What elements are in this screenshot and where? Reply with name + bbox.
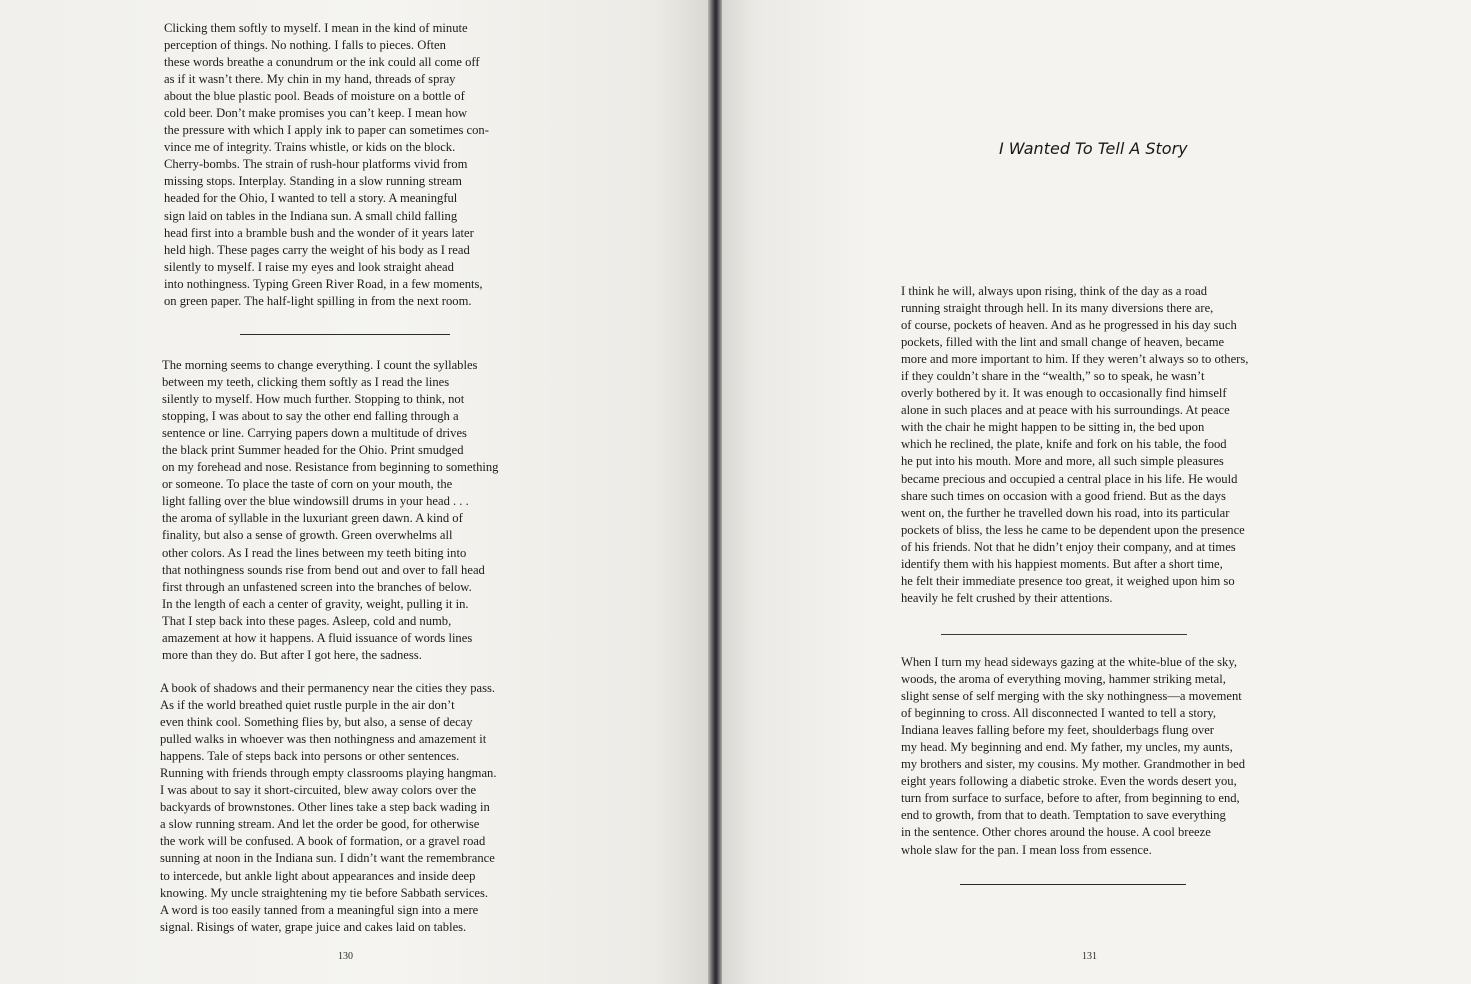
text-line: running straight through hell. In its many diversions there are,	[901, 301, 1214, 316]
text-line: pockets of bliss, the less he came to be dependent upon the presence	[901, 522, 1245, 537]
text-line: I was about to say it short-circuited, blew away colors over the	[160, 783, 477, 798]
text-line: headed for the Ohio, I wanted to tell a story. A meaningful	[164, 191, 458, 206]
text-line: I think he will, always upon rising, think of the day as a road	[901, 284, 1208, 298]
text-line: about the blue plastic pool. Beads of moisture on a bottle of	[164, 89, 465, 104]
text-line: a slow running stream. And let the order be good, for otherwise	[160, 817, 480, 832]
text-line: that nothingness sounds rise from bend out and over to fall head	[162, 562, 485, 577]
text-line: he felt their immediate presence too great, it weighed upon him so	[901, 573, 1235, 588]
page-number-right: 131	[1082, 951, 1097, 962]
text-line: amazement at how it happens. A fluid issuance of words lines	[162, 630, 473, 645]
text-line: silently to myself. I raise my eyes and look straight ahead	[164, 259, 454, 274]
text-line: to intercede, but ankle light about appearances and inside deep	[160, 868, 476, 883]
text-line: Running with friends through empty classrooms playing hangman.	[160, 766, 497, 781]
text-line: end to growth, from that to death. Temptation to save everything	[901, 808, 1226, 823]
text-line: even think cool. Something flies by, but also, a sense of decay	[160, 715, 473, 730]
text-line: finality, but also a sense of growth. Green overwhelms all	[162, 528, 453, 543]
text-line: the work will be confused. A book of formation, or a gravel road	[160, 834, 486, 849]
text-line: he put into his mouth. More and more, all such simple pleasures	[901, 454, 1224, 469]
text-line: as if it wasn’t there. My chin in my hand, threads of spray	[164, 72, 456, 87]
text-line: signal. Risings of water, grape juice and cakes laid on tables.	[160, 919, 467, 934]
left-paragraph-2	[162, 357, 498, 664]
text-line: woods, the aroma of everything moving, hammer striking metal,	[901, 672, 1226, 687]
text-line: Indiana leaves falling before my feet, shoulderbags flung over	[901, 723, 1214, 738]
text-line: these words breathe a conundrum or the ink could all come off	[164, 55, 480, 70]
text-line: sign laid on tables in the Indiana sun. A small child falling	[164, 208, 458, 223]
right-page	[719, 0, 1471, 984]
text-line: stopping, I was about to say the other end falling through a	[162, 409, 459, 424]
text-line: head first into a bramble bush and the wonder of it years later	[164, 225, 474, 240]
right-paragraph-2	[901, 654, 1245, 859]
left-page	[0, 0, 712, 984]
section-divider	[240, 334, 450, 335]
text-line: with the chair he might happen to be sitting in, the bed upon	[901, 420, 1205, 435]
text-line: if they couldn’t share in the “wealth,” so to speak, he wasn’t	[901, 369, 1205, 384]
text-line: first through an unfastened screen into the branches of below.	[162, 579, 472, 594]
text-line: identify them with his happiest moments. But after a short time,	[901, 556, 1223, 571]
text-line: When I turn my head sideways gazing at the white-blue of the sky,	[901, 655, 1237, 669]
text-line: slight sense of self merging with the sky nothingness—a movement	[901, 689, 1242, 704]
text-line: whole slaw for the pan. I mean loss from essence.	[901, 842, 1152, 857]
text-line: the aroma of syllable in the luxuriant green dawn. A kind of	[162, 511, 463, 526]
text-line: the black print Summer headed for the Ohio. Print smudged	[162, 443, 464, 458]
text-line: missing stops. Interplay. Standing in a slow running stream	[164, 174, 462, 189]
text-line: other colors. As I read the lines between my teeth biting into	[162, 545, 467, 560]
text-line: the pressure with which I apply ink to paper can sometimes con-	[164, 123, 489, 138]
text-line: That I step back into these pages. Asleep, cold and numb,	[162, 613, 452, 628]
text-line: which he reclined, the plate, knife and fork on his table, the food	[901, 437, 1227, 452]
left-paragraph-1	[164, 20, 489, 310]
text-line: happens. Tale of steps back into persons or other sentences.	[160, 749, 460, 764]
text-line: silently to myself. How much further. Stopping to think, not	[162, 392, 465, 407]
text-line: between my teeth, clicking them softly as I read the lines	[162, 375, 450, 390]
right-paragraph-1	[901, 283, 1248, 607]
text-line: cold beer. Don’t make promises you can’t keep. I mean how	[164, 106, 468, 121]
text-line: in the sentence. Other chores around the house. A cool breeze	[901, 825, 1211, 840]
text-line: pulled walks in whoever was then nothingness and amazement it	[160, 732, 487, 747]
page-number-left: 130	[338, 951, 353, 962]
text-line: Cherry-bombs. The strain of rush-hour platforms vivid from	[164, 157, 468, 172]
text-line: overly bothered by it. It was enough to occasionally find himself	[901, 386, 1227, 401]
section-divider	[941, 634, 1187, 635]
text-line: share such times on occasion with a good friend. But as the days	[901, 488, 1226, 503]
text-line: knowing. My uncle straightening my tie before Sabbath services.	[160, 885, 489, 900]
text-line: sunning at noon in the Indiana sun. I didn’t want the remembrance	[160, 851, 495, 866]
text-line: on my forehead and nose. Resistance from beginning to something	[162, 460, 499, 475]
text-line: of beginning to cross. All disconnected I wanted to tell a story,	[901, 706, 1217, 721]
story-title: I Wanted To Tell A Story	[999, 139, 1188, 158]
text-line: vince me of integrity. Trains whistle, or kids on the block.	[164, 140, 456, 155]
left-paragraph-3	[160, 680, 497, 936]
text-line: went on, the further he travelled down his road, into its particular	[901, 505, 1230, 520]
text-line: A word is too easily tanned from a meaningful sign into a mere	[160, 902, 479, 917]
text-line: more than they do. But after I got here, the sadness.	[162, 647, 422, 662]
text-line: In the length of each a center of gravity, weight, pulling it in.	[162, 596, 469, 611]
text-line: pockets, filled with the lint and small change of heaven, became	[901, 335, 1225, 350]
text-line: heavily he felt crushed by their attentions.	[901, 590, 1113, 605]
text-line: sentence or line. Carrying papers down a multitude of drives	[162, 426, 467, 441]
text-line: As if the world breathed quiet rustle purple in the air don’t	[160, 698, 455, 713]
text-line: A book of shadows and their permanency near the cities they pass.	[160, 681, 496, 695]
book-gutter	[708, 0, 722, 984]
text-line: my brothers and sister, my cousins. My mother. Grandmother in bed	[901, 757, 1246, 772]
section-divider	[960, 884, 1186, 885]
text-line: of his friends. Not that he didn’t enjoy their company, and at times	[901, 539, 1236, 554]
text-line: into nothingness. Typing Green River Road, in a few moments,	[164, 276, 483, 291]
text-line: held high. These pages carry the weight of his body as I read	[164, 242, 470, 257]
text-line: became precious and occupied a central place in his life. He would	[901, 471, 1238, 486]
text-line: on green paper. The half-light spilling in from the next room.	[164, 293, 472, 308]
text-line: turn from surface to surface, before to after, from beginning to end,	[901, 791, 1240, 806]
text-line: my head. My beginning and end. My father, my uncles, my aunts,	[901, 740, 1233, 755]
text-line: Clicking them softly to myself. I mean in the kind of minute	[164, 21, 468, 35]
text-line: more and more important to him. If they weren’t always so to others,	[901, 352, 1249, 367]
text-line: perception of things. No nothing. I falls to pieces. Often	[164, 38, 446, 53]
text-line: The morning seems to change everything. I count the syllables	[162, 358, 478, 372]
text-line: backyards of brownstones. Other lines take a step back wading in	[160, 800, 490, 815]
text-line: light falling over the blue windowsill drums in your head . . .	[162, 494, 469, 509]
text-line: or someone. To place the taste of corn on your mouth, the	[162, 477, 453, 492]
text-line: eight years following a diabetic stroke. Even the words desert you,	[901, 774, 1237, 789]
text-line: of course, pockets of heaven. And as he progressed in his day such	[901, 318, 1237, 333]
text-line: alone in such places and at peace with his surroundings. At peace	[901, 403, 1230, 418]
